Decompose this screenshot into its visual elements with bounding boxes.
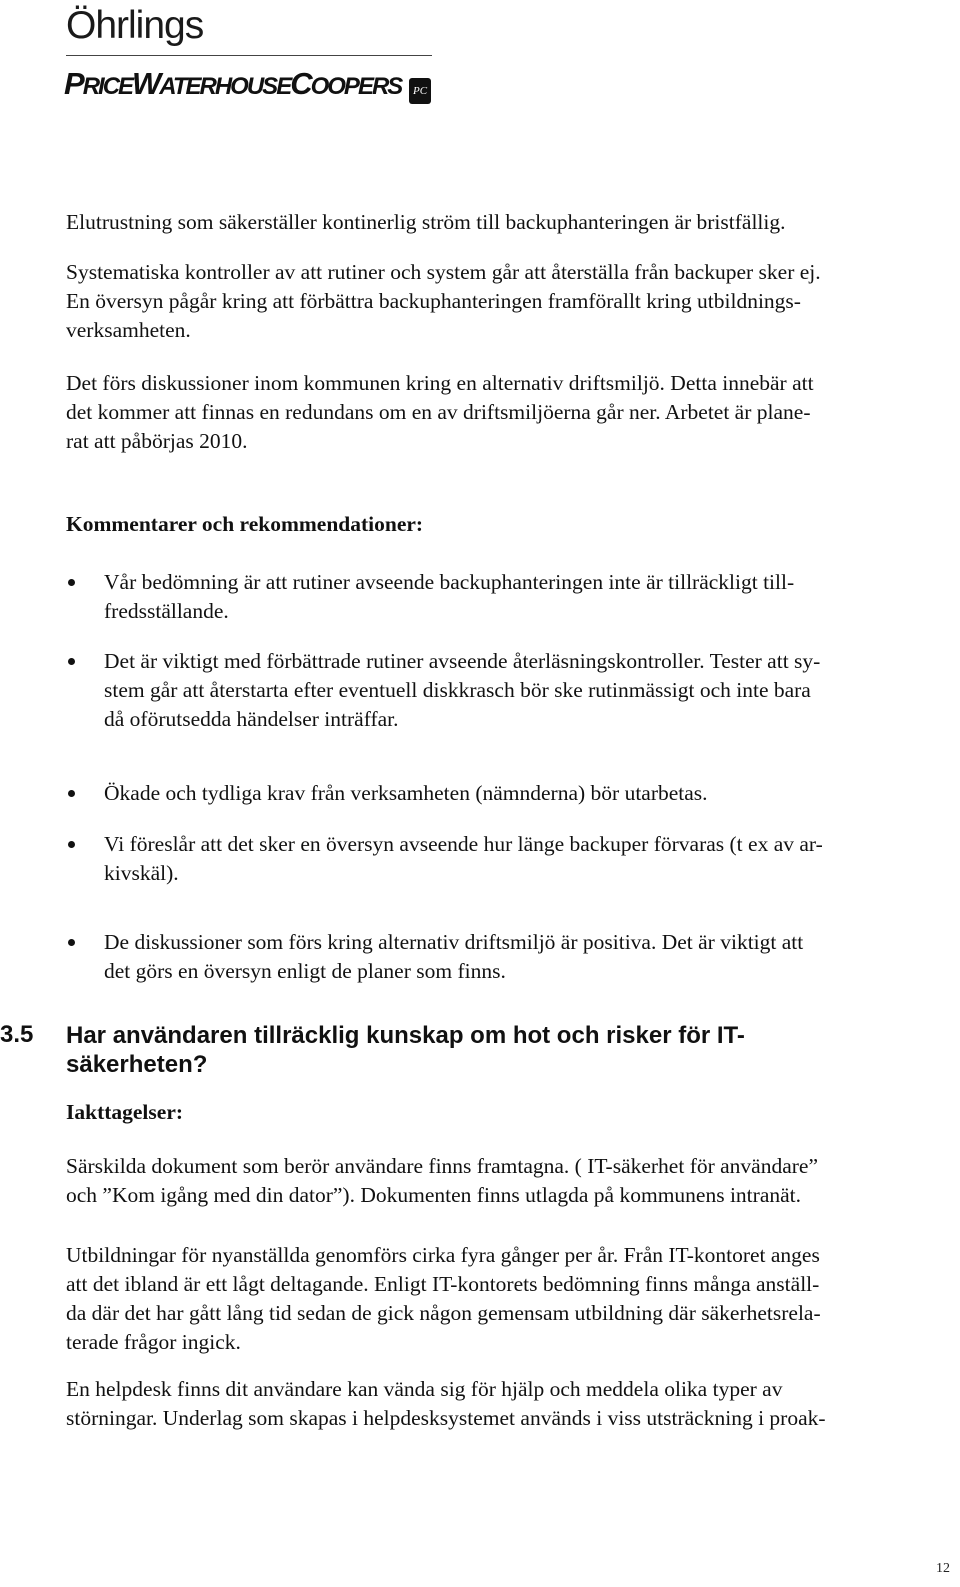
observations-heading: Iakttagelser: [66,1100,184,1124]
paragraph: Utbildningar för nyanställda genomförs cirka fyra gånger per år. Från IT-kontoret anges att det ibland är ett lågt deltagande. Enligt IT-kontorets bedömning finns många anställ- da där det har gått lång tid sedan de gick någon gemensam utbildning där säkerhetsrela- terade frågor ingick. [66,1243,821,1354]
list-item-text: Vi föreslår att det sker en översyn avseende hur länge backuper förvaras (t ex av ar- kivskäl). [104,832,823,885]
brand-logo: PRICEWATERHOUSECOOPERS [64,66,402,101]
bullet-icon [68,939,75,946]
bullet-icon [68,579,75,586]
header-logo [66,4,436,114]
recommendations-heading: Kommentarer och rekommendationer: [66,512,424,536]
bullet-icon [68,658,75,665]
page-number: 12 [936,1561,950,1576]
list-item-text: De diskussioner som förs kring alternativ driftsmiljö är positiva. Det är viktigt att det görs en översyn enligt de planer som finns. [104,930,804,983]
paragraph: En helpdesk finns dit användare kan vända sig för hjälp och meddela olika typer av störningar. Underlag som skapas i helpdesksystemet används i viss utsträckning i proak- [66,1377,826,1430]
paragraph: Särskilda dokument som berör användare finns framtagna. ( IT-säkerhet för användare” och ”Kom igång med din dator”). Dokumenten finns utlagda på kommunens intranät. [66,1154,819,1207]
logo-divider [66,55,432,56]
paragraph: Det förs diskussioner inom kommunen kring en alternativ driftsmiljö. Detta innebär att det kommer att finnas en redundans om en av driftsmiljöerna går ner. Arbetet är plane- rat att påbörjas 2010. [66,371,814,453]
paragraph: Systematiska kontroller av att rutiner och system går att återställa från backuper sker ej. [66,260,821,284]
firm-name: Öhrlings [66,4,204,47]
list-item-text: Ökade och tydliga krav från verksamheten (nämnderna) bör utarbetas. [104,781,708,805]
brand-seal-icon: PC [409,78,431,104]
section-number: 3.5 [0,1021,34,1048]
list-item-text: Vår bedömning är att rutiner avseende backuphanteringen inte är tillräckligt till- fredsställande. [104,570,795,623]
paragraph: En översyn pågår kring att förbättra backuphanteringen framförallt kring utbildnings- verksamheten. [66,289,801,342]
paragraph: Elutrustning som säkerställer kontinerlig ström till backuphanteringen är bristfällig. [66,210,786,234]
bullet-icon [68,790,75,797]
section-title: Har användaren tillräcklig kunskap om hot och risker för IT- säkerheten? [66,1022,745,1078]
bullet-icon [68,841,75,848]
list-item-text: Det är viktigt med förbättrade rutiner avseende återläsningskontroller. Tester att sy- stem går att återstarta efter eventuell diskkrasch bör ske rutinmässigt och inte bara då oförutsedda händelser inträffar. [104,649,821,731]
